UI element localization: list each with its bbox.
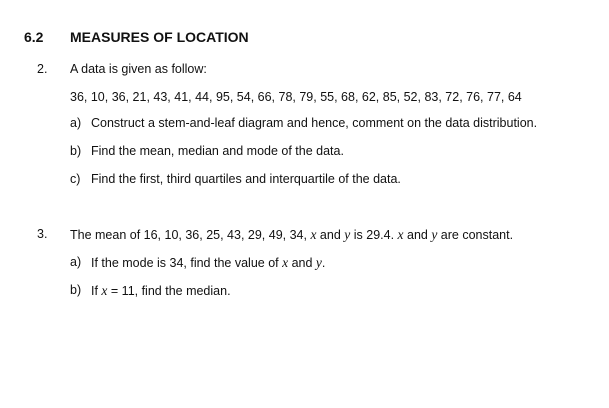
question-3b-label: b) — [70, 283, 82, 297]
question-2c-text: Find the first, third quartiles and interquartile of the data. — [91, 172, 401, 186]
question-2-data: 36, 10, 36, 21, 43, 41, 44, 95, 54, 66, 78, 79, 55, 68, 62, 85, 52, 83, 72, 76, 77, 64 — [70, 90, 522, 104]
question-2b-label: b) — [70, 144, 82, 158]
question-3a-pre: If the mode is 34, find the value of — [91, 256, 283, 270]
question-3-stem-post: are constant. — [437, 228, 514, 242]
question-3b-eq: = 11, find the median. — [107, 284, 231, 298]
question-3-number: 3. — [37, 227, 48, 241]
variable-x: x — [101, 283, 108, 298]
section-title: MEASURES OF LOCATION — [70, 29, 249, 45]
variable-y: y — [344, 227, 351, 242]
question-3a-label: a) — [70, 255, 82, 269]
period: . — [321, 256, 326, 270]
variable-x: x — [282, 255, 289, 270]
question-3b-text — [91, 283, 231, 299]
variable-y: y — [315, 255, 322, 270]
question-2c-label: c) — [70, 172, 81, 186]
question-2-intro: A data is given as follow: — [70, 62, 207, 76]
variable-x: x — [397, 227, 404, 242]
variable-x: x — [310, 227, 317, 242]
question-3a-text — [91, 255, 325, 271]
question-2a-label: a) — [70, 116, 82, 130]
question-3-stem-pre: The mean of 16, 10, 36, 25, 43, 29, 49, 34, — [70, 228, 311, 242]
question-3-stem-mid: is 29.4. — [350, 228, 398, 242]
question-2b-text: Find the mean, median and mode of the data. — [91, 144, 344, 158]
question-2-number: 2. — [37, 62, 48, 76]
section-number: 6.2 — [24, 29, 44, 45]
question-2a-text: Construct a stem-and-leaf diagram and hence, comment on the data distribution. — [91, 116, 538, 130]
and-text: and — [403, 228, 432, 242]
and-text: and — [288, 256, 316, 270]
question-3-stem — [70, 227, 513, 243]
question-3b-pre: If — [91, 284, 102, 298]
and-text: and — [316, 228, 345, 242]
variable-y: y — [431, 227, 438, 242]
